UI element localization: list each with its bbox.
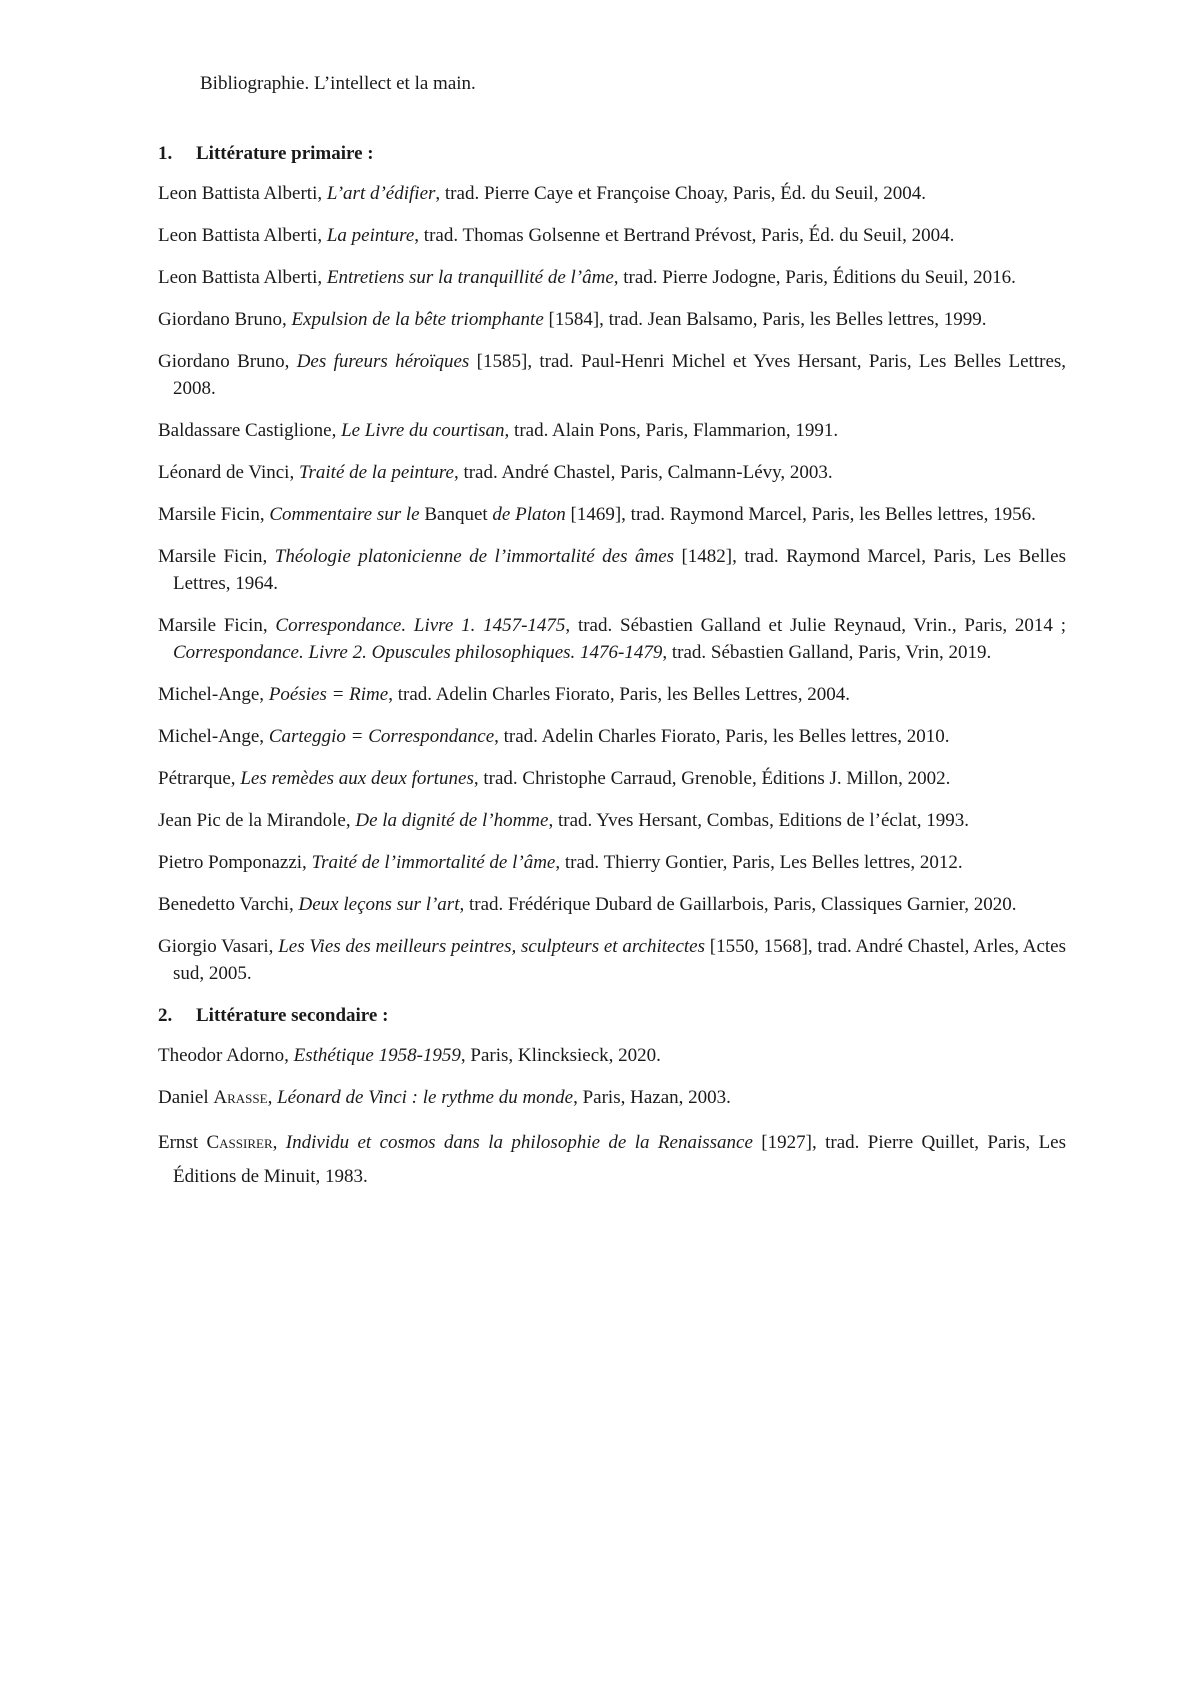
work-title: Théologie platonicienne de l’immortalité des âmes bbox=[274, 546, 675, 567]
bibliography-entry bbox=[158, 264, 1066, 291]
entry-text: , trad. Sébastien Galland, Paris, Vrin, 2019. bbox=[662, 642, 992, 663]
entry-text: Michel-Ange, bbox=[158, 684, 269, 705]
section-number: 2. bbox=[158, 1005, 173, 1026]
entry-text: , trad. Adelin Charles Fiorato, Paris, les Belles Lettres, 2004. bbox=[388, 684, 850, 705]
entry-text: , trad. Alain Pons, Paris, Flammarion, 1991. bbox=[504, 420, 839, 441]
work-title: Léonard de Vinci : le rythme du monde bbox=[277, 1087, 574, 1108]
section-title: Littérature primaire : bbox=[196, 143, 374, 164]
bibliography-entry bbox=[158, 765, 1066, 792]
entry-text: Leon Battista Alberti, bbox=[158, 183, 327, 204]
bibliography-entry bbox=[158, 723, 1066, 750]
work-title: de Platon bbox=[492, 504, 566, 525]
bibliography-entry bbox=[158, 612, 1066, 666]
work-title: Les Vies des meilleurs peintres, sculpteurs et architectes bbox=[278, 936, 705, 957]
section-number: 1. bbox=[158, 143, 173, 164]
bibliography-entry bbox=[158, 807, 1066, 834]
entry-text: , trad. Frédérique Dubard de Gaillarbois, Paris, Classiques Garnier, 2020. bbox=[459, 894, 1017, 915]
entry-text: Léonard de Vinci, bbox=[158, 462, 299, 483]
entry-text: , trad. Yves Hersant, Combas, Editions de l’éclat, 1993. bbox=[548, 810, 970, 831]
entry-text: Pietro Pomponazzi, bbox=[158, 852, 312, 873]
work-title: Poésies = Rime bbox=[268, 684, 389, 705]
work-title: Le Livre du courtisan bbox=[341, 420, 505, 441]
entry-text: [1584], trad. Jean Balsamo, Paris, les Belles lettres, 1999. bbox=[543, 309, 987, 330]
bibliography-entry bbox=[158, 1084, 1066, 1111]
entry-text: Marsile Ficin, bbox=[158, 546, 275, 567]
work-title: Correspondance. Livre 2. Opuscules philosophiques. 1476-1479 bbox=[173, 642, 663, 663]
entry-text: Giorgio Vasari, bbox=[158, 936, 279, 957]
entry-text: , trad. Adelin Charles Fiorato, Paris, les Belles lettres, 2010. bbox=[494, 726, 950, 747]
work-title: Carteggio = Correspondance bbox=[268, 726, 495, 747]
document-page bbox=[158, 70, 1066, 1209]
bibliography-entry bbox=[158, 306, 1066, 333]
entry-text: Marsile Ficin, bbox=[158, 615, 276, 636]
section-title: Littérature secondaire : bbox=[196, 1005, 389, 1026]
work-title: Correspondance. Livre 1. 1457-1475 bbox=[275, 615, 566, 636]
author-surname: Cassirer bbox=[206, 1132, 273, 1153]
bibliography-entry bbox=[158, 543, 1066, 597]
work-title: Individu et cosmos dans la philosophie de la Renaissance bbox=[285, 1132, 753, 1153]
entry-text: , trad. Thomas Golsenne et Bertrand Prévost, Paris, Éd. du Seuil, 2004. bbox=[414, 225, 955, 246]
work-title: Des fureurs héroïques bbox=[296, 351, 470, 372]
document-title: Bibliographie. L’intellect et la main. bbox=[200, 73, 476, 94]
entry-text: , bbox=[267, 1087, 278, 1108]
work-title: Deux leçons sur l’art bbox=[298, 894, 460, 915]
work-title: Traité de l’immortalité de l’âme bbox=[311, 852, 556, 873]
bibliography-entry bbox=[158, 417, 1066, 444]
entry-text: Leon Battista Alberti, bbox=[158, 267, 327, 288]
section-heading bbox=[158, 140, 1066, 168]
entry-text: , bbox=[272, 1132, 286, 1153]
entry-text: Giordano Bruno, bbox=[158, 351, 297, 372]
entry-text: , trad. André Chastel, Paris, Calmann-Lévy, 2003. bbox=[453, 462, 833, 483]
entry-text: Ernst bbox=[158, 1132, 207, 1153]
entry-text: Leon Battista Alberti, bbox=[158, 225, 327, 246]
entry-text: Benedetto Varchi, bbox=[158, 894, 299, 915]
entry-text: [1469], trad. Raymond Marcel, Paris, les Belles lettres, 1956. bbox=[565, 504, 1036, 525]
bibliography-entry bbox=[158, 891, 1066, 918]
bibliography-entry bbox=[158, 348, 1066, 402]
work-title: De la dignité de l’homme bbox=[355, 810, 549, 831]
bibliography-entry bbox=[158, 180, 1066, 207]
work-title: Entretiens sur la tranquillité de l’âme bbox=[326, 267, 614, 288]
entry-text: , trad. Pierre Caye et Françoise Choay, Paris, Éd. du Seuil, 2004. bbox=[435, 183, 926, 204]
entry-text: Banquet bbox=[419, 504, 493, 525]
entry-text: [1585], trad. Paul-Henri Michel et Yves Hersant, Paris, Les Belles Lettres, 2008. bbox=[173, 351, 1067, 399]
bibliography-entry bbox=[158, 222, 1066, 249]
work-title: Esthétique 1958-1959 bbox=[293, 1045, 461, 1066]
entry-text: [1482], trad. Raymond Marcel, Paris, Les Belles Lettres, 1964. bbox=[173, 546, 1066, 594]
entry-text: , trad. Pierre Jodogne, Paris, Éditions du Seuil, 2016. bbox=[613, 267, 1016, 288]
entry-text: Pétrarque, bbox=[158, 768, 241, 789]
work-title: Commentaire sur le bbox=[269, 504, 420, 525]
work-title: La peinture bbox=[326, 225, 415, 246]
entry-text: [1550, 1568], trad. André Chastel, Arles, Actes sud, 2005. bbox=[173, 936, 1067, 984]
bibliography-entry bbox=[158, 933, 1066, 987]
author-surname: Arasse bbox=[213, 1087, 268, 1108]
entry-text: Jean Pic de la Mirandole, bbox=[158, 810, 356, 831]
work-title: Les remèdes aux deux fortunes bbox=[240, 768, 474, 789]
entry-text: Theodor Adorno, bbox=[158, 1045, 294, 1066]
work-title: L’art d’édifier bbox=[326, 183, 436, 204]
work-title: Traité de la peinture bbox=[298, 462, 454, 483]
entry-text: , Paris, Klincksieck, 2020. bbox=[460, 1045, 661, 1066]
entry-text: , Paris, Hazan, 2003. bbox=[573, 1087, 731, 1108]
work-title: Expulsion de la bête triomphante bbox=[291, 309, 544, 330]
bibliography-entry bbox=[158, 1126, 1066, 1194]
entry-text: , trad. Thierry Gontier, Paris, Les Belles lettres, 2012. bbox=[555, 852, 963, 873]
entry-text: , trad. Christophe Carraud, Grenoble, Éditions J. Millon, 2002. bbox=[473, 768, 951, 789]
entry-text: Giordano Bruno, bbox=[158, 309, 292, 330]
entry-text: Baldassare Castiglione, bbox=[158, 420, 342, 441]
bibliography-entry bbox=[158, 501, 1066, 528]
entry-text: Michel-Ange, bbox=[158, 726, 269, 747]
bibliography-sections bbox=[158, 140, 1066, 1194]
bibliography-entry bbox=[158, 459, 1066, 486]
bibliography-entry bbox=[158, 849, 1066, 876]
entry-text: Marsile Ficin, bbox=[158, 504, 270, 525]
bibliography-entry bbox=[158, 681, 1066, 708]
entry-text: Daniel bbox=[158, 1087, 214, 1108]
bibliography-entry bbox=[158, 1042, 1066, 1069]
entry-text: [1927], trad. Pierre Quillet, Paris, Les Éditions de Minuit, 1983. bbox=[173, 1132, 1067, 1187]
section-heading bbox=[158, 1002, 1066, 1030]
entry-text: , trad. Sébastien Galland et Julie Reynaud, Vrin., Paris, 2014 ; bbox=[565, 615, 1066, 636]
